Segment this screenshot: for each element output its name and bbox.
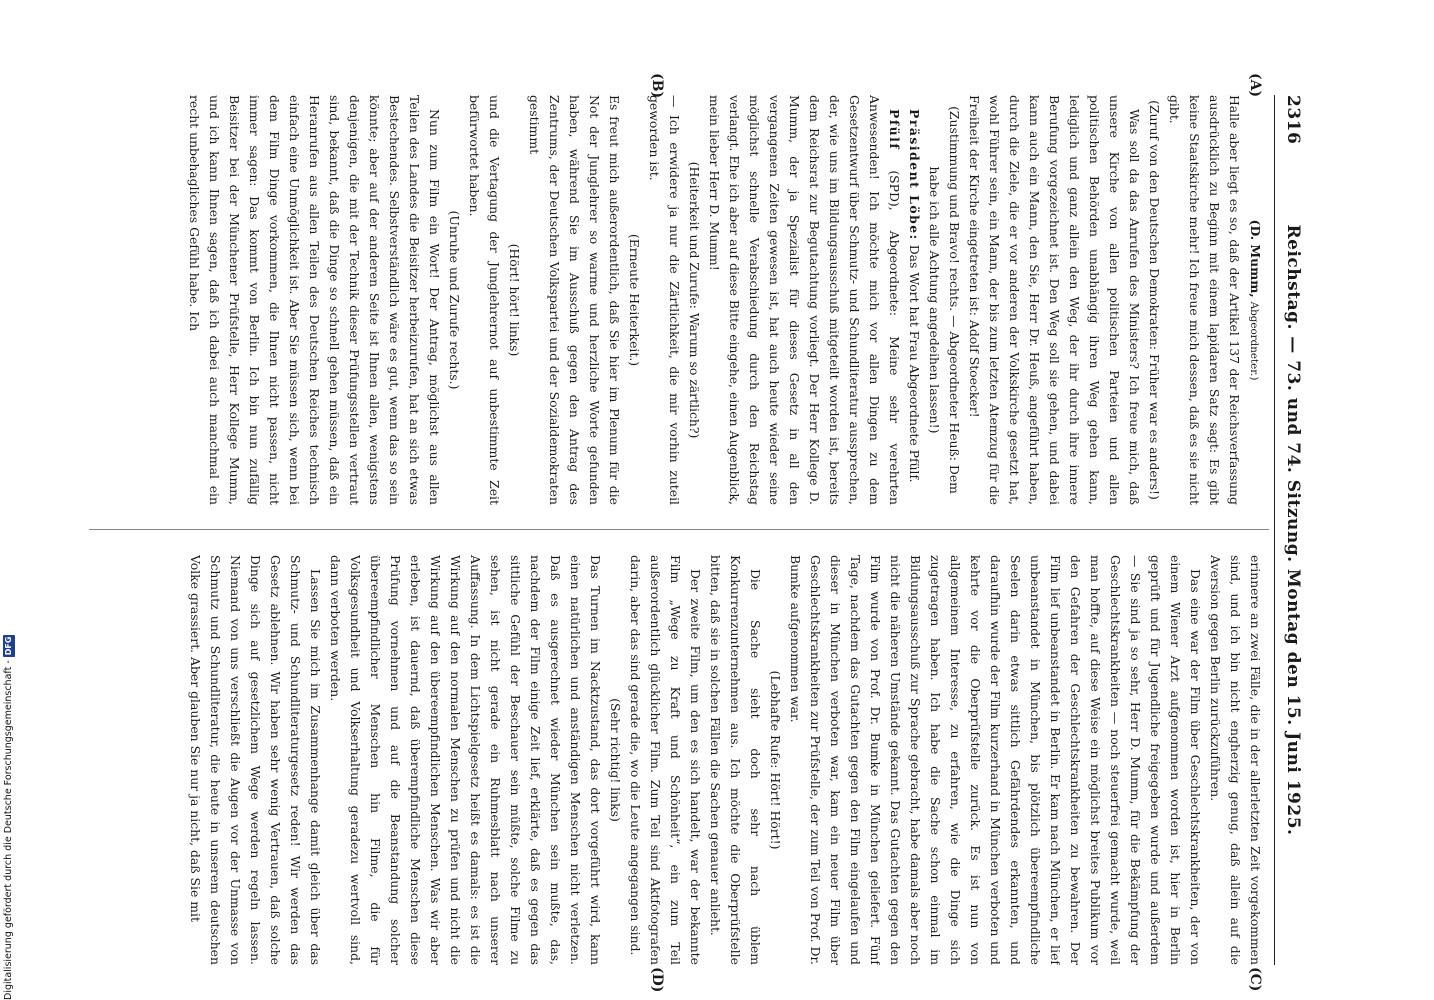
rotated-page xyxy=(65,73,1305,993)
digitization-credit xyxy=(3,600,15,1000)
running-head xyxy=(1274,95,1305,965)
paragraph: Der zweite Film, um den es sich handelt, war der bekannte Film „Wege zu Kraft und Schönheit“, ein zum Teil außerordentlich glücklicher Film. Zum Teil sind Aktfotografen darin, aber das sind gerade die, wo die Leute angegangen sind. xyxy=(628,555,703,965)
speaker-name: Pfülf xyxy=(887,109,902,151)
dfg-logo: DFG xyxy=(4,636,13,656)
speaker-continuation xyxy=(1244,95,1265,505)
column-divider xyxy=(89,529,1269,530)
paragraph: Das Turnen im Nacktzustand, das dort vorgeführt wird, kann einen natürlichen und anständigen Menschen nicht verletzen. Daß es ausgerechnet wieder München sein mußte, das, nachdem der Film einige Zeit lief, erklärte, daß es gegen das sittliche Gefühl der Beschauer sein müßte, solche Filme zu sehen, ist nicht gerade ein Ruhmesblatt nach unserer Auffassung. In dem Lichtspielgesetz heißt es damals: es ist die Wirkung auf den normalen Menschen zu prüfen und nicht die Wirkung auf den übereempfindlichen Menschen. Was wir aber erleben, ist dauernd, daß überempfindliche Menschen diese Prüfung vornehmen und auf die Beanstandung solcher übereempfindlicher Menschen hin Filme, die für Volksgesundheit und Volkserhaltung geradezu wertvoll sind, dann verboten werden. xyxy=(328,555,603,965)
paragraph: Nun zum Film ein Wort! Der Antrag, möglichst aus allen Teilen des Landes die Beisitzer herbeizurufen, hat an sich etwas Bestechendes. Selbstverständlich wäre es gut, wenn das so sein könnte; aber auf der anderen Seite ist Ihnen allen, wenigstens denjenigen, die mit der Technik dieser Prüfungsstellen vertraut sind, bekannt, daß die Dinge so schnell gehen müssen, daß ein Heranrufen aus allen Teilen des Deutschen Reiches technisch einfach eine Unmöglichkeit ist. Aber Sie müssen sich, wenn bei dem Film Dinge vorkommen, die Ihnen nicht passen, nicht immer sagen: Das kommt von Berlin. Ich bin nun zufällig Beisitzer bei der Münchener Prüfstelle, Herr Kollege Mumm, und ich kann Ihnen sagen, daß ich dabei auch manchmal ein recht unbehagliches Gefühl habe. Ich xyxy=(187,95,442,505)
speaker-name: Präsident Löbe: xyxy=(907,109,922,241)
credit-text: Digitalisierung gefördert durch die Deutsche Forschungsgemeinschaft - xyxy=(3,660,14,1000)
speaker-paragraph xyxy=(704,95,904,505)
paragraph: erinnere an zwei Fälle, die in der allerletzten Zeit vorgekommen sind, und ich bin nicht engherzig genug, daß allein auf die Aversion gegen Berlin zurückzuführen. xyxy=(1208,555,1263,965)
speaker-role: Abgeordneter.) xyxy=(1248,301,1260,381)
interjection: (Unruhe und Zurufe rechts.) xyxy=(447,210,462,390)
interjection: (Zuruf von den Deutschen Demokraten: Früher war es anders!) xyxy=(1147,100,1162,500)
left-column xyxy=(85,95,1265,505)
interjection: (Hört! hört! links) xyxy=(507,243,522,357)
speaker-paragraph xyxy=(904,95,924,505)
margin-mark-d: (D) xyxy=(649,967,665,993)
speech-text: (SPD), Abgeordnete: Meine sehr verehrten Anwesenden! Ich möchte mich vor allen Dingen zu dem Gesetzentwurf über Schmutz- und Schundliteratur aussprechen, der, wie uns im Bildungsausschuß mitgeteilt worden ist, bereits dem Reichsrat zur Begutachtung vorliegt. Der Herr Kollege D. Mumm, der ja Spezialist für dieses Gesetz in all den vergangenen Zeiten gewesen ist, hat auch heute wieder seine möglichst schnelle Verabschiedung durch den Reichstag verlangt. Ehe ich aber auf diese Bitte eingehe, einen Augenblick, mein lieber Herr D. Mumm! xyxy=(707,95,902,505)
speech-text: Das Wort hat Frau Abgeordnete Pfülf. xyxy=(907,244,922,483)
paragraph: Es freut mich außerordentlich, daß Sie hier im Plenum für die Not der Junglehrer so warme und herzliche Worte gefunden haben, während Sie im Ausschuß gegen den Antrag des Zentrums, der Deutschen Volkspartei und der Sozialdemokraten gestimmt xyxy=(527,95,622,505)
right-column xyxy=(85,555,1265,965)
interjection: (Lebhafte Rufe: Hört! Hört!) xyxy=(768,670,783,850)
page-number: 2316 xyxy=(1283,95,1303,145)
speaker-name: (D. Mumm, xyxy=(1248,219,1263,298)
margin-mark-b: (B) xyxy=(649,73,665,99)
page-title: Reichstag. — 73. und 74. Sitzung. Montag den 15. Juni 1925. xyxy=(1283,224,1303,836)
paragraph: Das eine war der Film über Geschlechtskrankheiten, der von einem Wiener Arzt aufgenommen worden ist, hier in Berlin geprüft und für Jugendliche freigegeben wurde und außerdem — Sie sind ja so sehr, Herr D. Mumm, für die Bekämpfung der Geschlechtskrankheiten — noch steuerfrei gemacht wurde, weil man hoffte, auf diese Weise ein möglichst breites Publikum vor den Gefahren der Geschlechtskrankheiten zu bewahren. Der Film lief unbeanstandet in Berlin. Er kam nach München, er lief unbeanstandet in München, bis plötzlich übereempfindliche Seelen darin etwas sittlich Gefährdendes erkannten, und daraufhin wurde der Film kurzerhand in München verboten und kehrte vor die Oberprüfstelle zurück. Es ist nun von allgemeinem Interesse, zu erfahren, wie die Dinge sich zugetragen haben. Ich habe die Sache schon einmal im Bildungsausschuß zur Sprache gebracht, habe damals aber noch nicht die näheren Umstände gekannt. Das Gutachten gegen den Film wurde von Prof. Dr. Bumke in München geliefert. Fünf Tage, nachdem das Gutachten gegen den Film eingelaufen und dieser in München verboten war, kam ein neuer Film über Geschlechtskrankheiten zur Prüfstelle, der zum Teil von Prof. Dr. Bumke aufgenommen war. xyxy=(788,555,1203,965)
paragraph: — Ich erwidere ja nur die Zärtlichkeit, die mir vorhin zuteil geworden ist. xyxy=(647,95,682,505)
interjection: (Erneute Heiterkeit.) xyxy=(627,233,642,367)
interjection: (Heiterkeit und Zurufe: Warum so zärtlich?) xyxy=(687,161,702,439)
paragraph: Was soll da das Anrufen des Ministers? Ich freue mich, daß unsere Kirche von allen politischen Parteien und allen politischen Behörden unabhängig ihren Weg gehen kann, lediglich und ganz allein den Weg, der ihr durch ihre innere Berufung vorgezeichnet ist. Den Weg soll sie gehen, und dabei kann auch ein Mann, den Sie, Herr Dr. Heuß, angeführt haben, durch die Ziele, die er vor anderen der Volkskirche gesetzt hat, wohl Führer sein, ein Mann, der bis zum letzten Atemzug für die Freiheit der Kirche eingetreten ist: Adolf Stoecker! xyxy=(967,95,1142,505)
paragraph: Lassen Sie mich im Zusammenhange damit gleich über das Schmutz- und Schundliteraturgesetz reden! Wir werden das Gesetz ablehnen. Wir haben sehr wenig Vertrauen, daß solche Dinge sich auf gesetzlichem Wege werden regeln lassen. Niemand von uns verschließt die Augen vor der Unmasse von Schmutz und Schundliteratur, die heute in unserem deutschen Volke grassiert. Aber glauben Sie nur ja nicht, daß Sie mit xyxy=(188,555,323,965)
margin-mark-a: (A) xyxy=(1247,73,1263,98)
paragraph: Die Sache sieht doch sehr nach üblem Konkurrenzunternehmen aus. Ich möchte die Oberprüfstelle bitten, daß sie in solchen Fällen die Sachen genauer anlieht. xyxy=(708,555,763,965)
interjection: (Zustimmung und Bravo! rechts. — Abgeordneter Heuß: Dem habe ich alle Achtung angedeihen lassen!) xyxy=(927,106,962,494)
paragraph: und die Vertagung der Junglehrernot auf unbestimmte Zeit befürwortet haben. xyxy=(467,95,502,505)
interjection: (Sehr richtig! links) xyxy=(608,698,623,822)
margin-mark-c: (C) xyxy=(1247,967,1263,992)
paragraph: Halle aber liegt es so, daß der Artikel 137 der Reichsverfassung ausdrücklich zu Beginn mit einem lapidaren Satz sagt: Es gibt keine Staatskirche mehr! Ich freue mich dessen, daß es sie nicht gibt. xyxy=(1167,95,1242,505)
